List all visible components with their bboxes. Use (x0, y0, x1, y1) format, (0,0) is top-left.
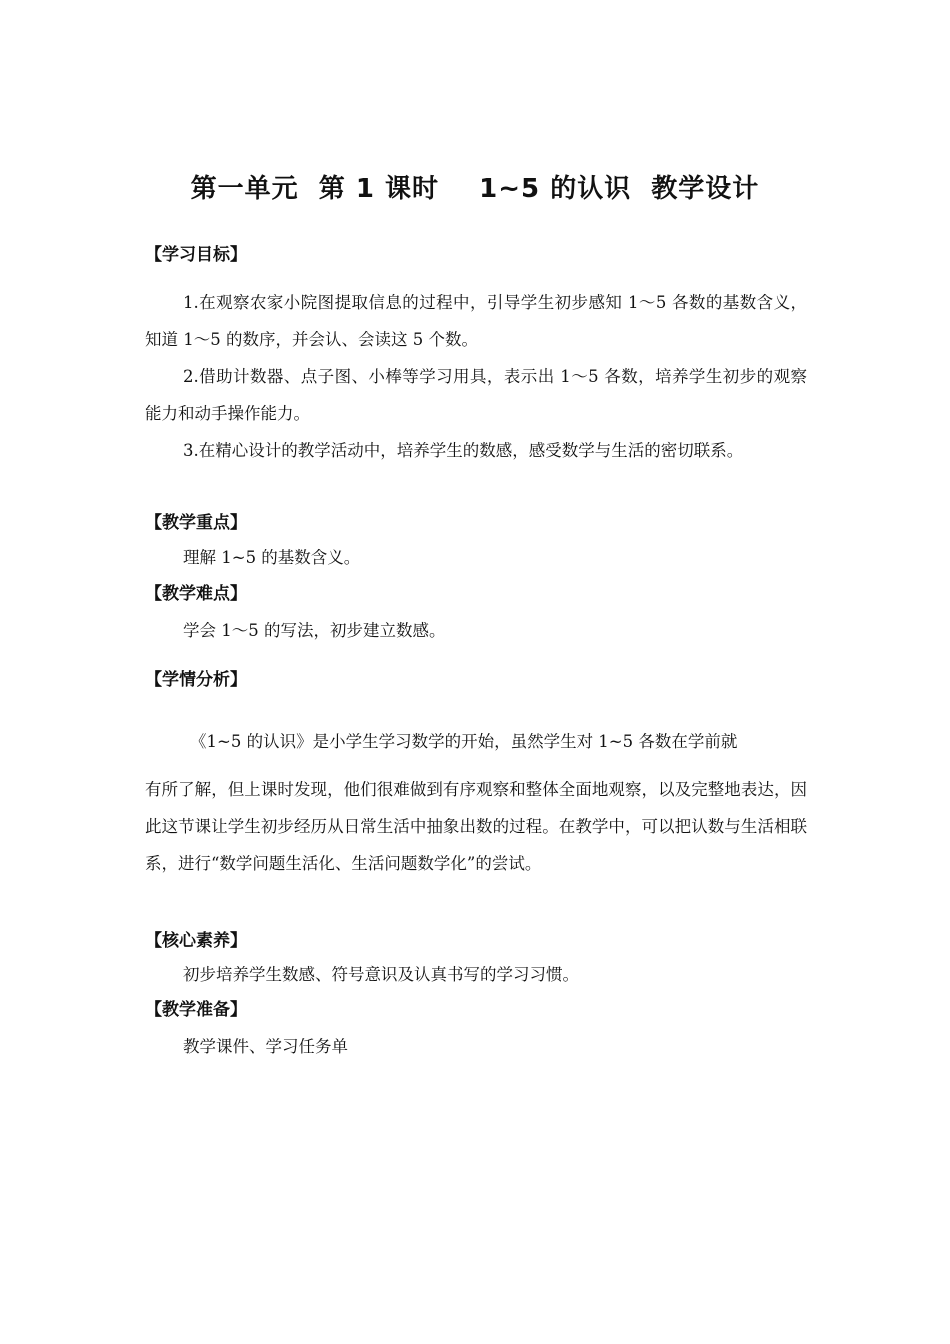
goals-heading: 【学习目标】 (145, 245, 247, 265)
analysis-first-line: 《1~5 的认识》是小学生学习数学的开始，虽然学生对 1~5 各数在学前就 (190, 732, 738, 751)
goal-item-3: 3.在精心设计的教学活动中，培养学生的数感，感受数学与生活的密切联系。 (183, 441, 744, 460)
preparation-text: 教学课件、学习任务单 (183, 1037, 348, 1056)
literacy-heading: 【核心素养】 (145, 931, 247, 951)
key-points-text: 理解 1~5 的基数含义。 (183, 548, 361, 567)
analysis-heading: 【学情分析】 (145, 670, 247, 690)
key-points-heading: 【教学重点】 (145, 513, 247, 533)
preparation-heading: 【教学准备】 (145, 1000, 247, 1020)
difficulties-heading: 【教学难点】 (145, 584, 247, 604)
analysis-text: 有所了解，但上课时发现，他们很难做到有序观察和整体全面地观察，以及完整地表达，因此这节课让学生初步经历从日常生活中抽象出数的过程。在教学中，可以把认数与生活相联系，进行“数学问题生活化、生活问题数学化”的尝试。 (145, 780, 807, 873)
page-title: 第一单元 第 1 课时 1~5 的认识 教学设计 (190, 174, 760, 204)
goal-item-1: 1.在观察农家小院图提取信息的过程中，引导学生初步感知 1～5 各数的基数含义，知道 1～5 的数序，并会认、会读这 5 个数。 (145, 293, 807, 349)
goal-item-2: 2.借助计数器、点子图、小棒等学习用具，表示出 1～5 各数，培养学生初步的观察能力和动手操作能力。 (145, 367, 807, 423)
difficulties-text: 学会 1～5 的写法，初步建立数感。 (183, 621, 446, 640)
literacy-text: 初步培养学生数感、符号意识及认真书写的学习习惯。 (183, 965, 579, 984)
